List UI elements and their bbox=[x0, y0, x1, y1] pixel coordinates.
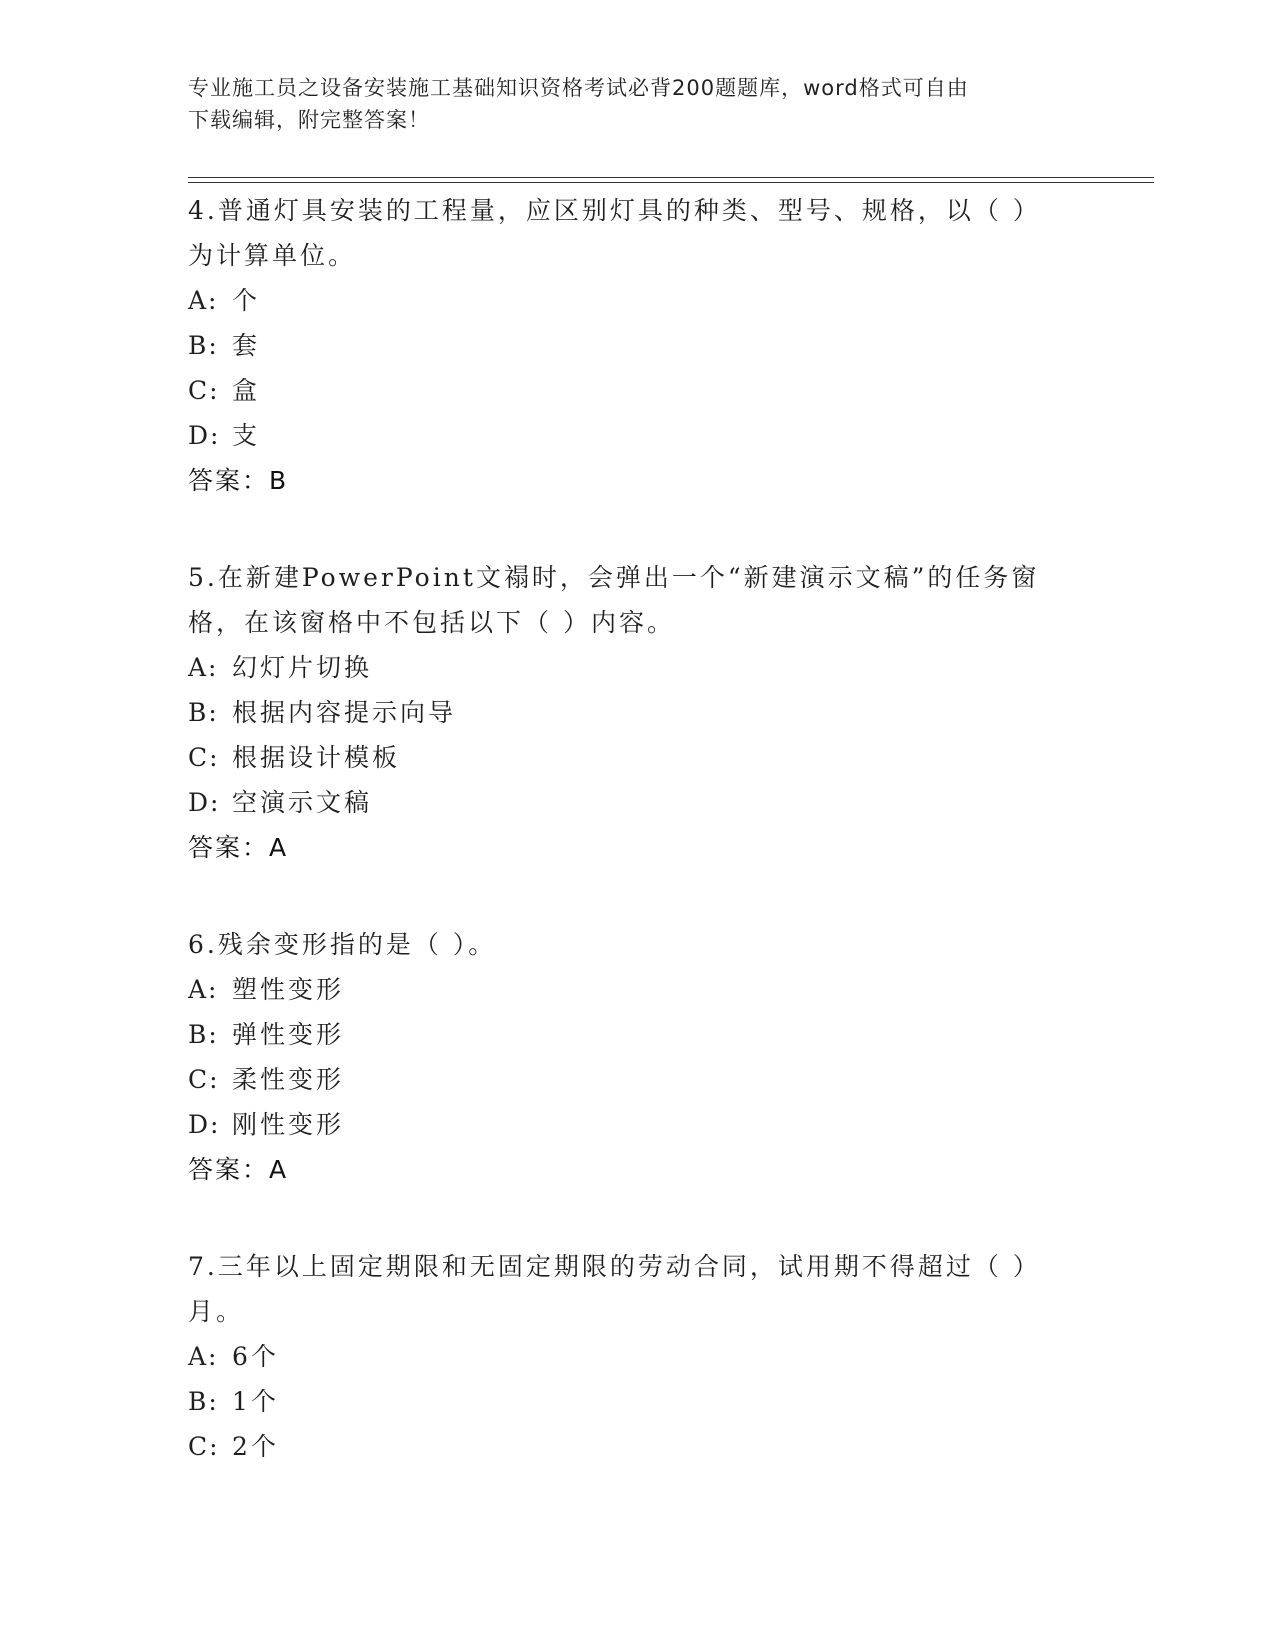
option-a bbox=[188, 1334, 1088, 1379]
option-letter: B: bbox=[188, 331, 219, 360]
question-spacer bbox=[188, 870, 1088, 922]
question-stem-line: 格，在该窗格中不包括以下（ ）内容。 bbox=[188, 608, 675, 637]
option-d bbox=[188, 413, 1088, 458]
option-text: 根据内容提示向导 bbox=[232, 698, 457, 727]
option-b bbox=[188, 1379, 1088, 1424]
question-stem bbox=[188, 188, 1088, 278]
option-letter: A: bbox=[188, 653, 219, 682]
question-4 bbox=[188, 188, 1088, 503]
answer-line: 答案：A bbox=[188, 1155, 289, 1184]
option-letter: B: bbox=[188, 1020, 219, 1049]
option-a bbox=[188, 967, 1088, 1012]
option-text: 2个 bbox=[232, 1432, 279, 1461]
answer-line: 答案：B bbox=[188, 466, 289, 495]
option-letter: C: bbox=[188, 376, 220, 405]
question-stem-line: 4.普通灯具安装的工程量，应区别灯具的种类、型号、规格，以（ ） bbox=[188, 196, 1041, 225]
question-7 bbox=[188, 1244, 1088, 1469]
option-letter: A: bbox=[188, 1342, 219, 1371]
question-stem bbox=[188, 922, 1088, 967]
option-b bbox=[188, 1012, 1088, 1057]
option-text: 幻灯片切换 bbox=[232, 653, 373, 682]
option-letter: C: bbox=[188, 1065, 220, 1094]
option-letter: C: bbox=[188, 1432, 220, 1461]
option-letter: B: bbox=[188, 1387, 219, 1416]
option-b bbox=[188, 690, 1088, 735]
option-text: 塑性变形 bbox=[232, 975, 345, 1004]
option-text: 柔性变形 bbox=[232, 1065, 345, 1094]
option-letter: D: bbox=[188, 421, 221, 450]
option-a bbox=[188, 645, 1088, 690]
header-line-2: 下载编辑，附完整答案！ bbox=[188, 108, 430, 132]
option-text: 弹性变形 bbox=[232, 1020, 345, 1049]
option-text: 支 bbox=[232, 421, 261, 450]
option-a bbox=[188, 278, 1088, 323]
option-text: 根据设计模板 bbox=[232, 743, 401, 772]
question-6 bbox=[188, 922, 1088, 1192]
document-header bbox=[188, 72, 1088, 136]
option-letter: A: bbox=[188, 975, 219, 1004]
option-letter: D: bbox=[188, 1110, 221, 1139]
question-stem bbox=[188, 555, 1088, 645]
option-letter: A: bbox=[188, 286, 219, 315]
header-divider-bottom bbox=[188, 182, 1154, 183]
question-list bbox=[188, 188, 1088, 1469]
option-letter: D: bbox=[188, 788, 221, 817]
question-spacer bbox=[188, 1192, 1088, 1244]
option-d bbox=[188, 780, 1088, 825]
option-text: 个 bbox=[232, 286, 261, 315]
question-stem-line: 6.残余变形指的是（ ）。 bbox=[188, 930, 497, 959]
option-c bbox=[188, 735, 1088, 780]
option-text: 空演示文稿 bbox=[232, 788, 373, 817]
question-spacer bbox=[188, 503, 1088, 555]
question-stem bbox=[188, 1244, 1088, 1334]
option-text: 6个 bbox=[232, 1342, 279, 1371]
option-c bbox=[188, 368, 1088, 413]
answer-line: 答案：A bbox=[188, 833, 289, 862]
question-stem-line: 为计算单位。 bbox=[188, 241, 357, 270]
option-c bbox=[188, 1057, 1088, 1102]
option-letter: B: bbox=[188, 698, 219, 727]
question-5 bbox=[188, 555, 1088, 870]
option-text: 刚性变形 bbox=[232, 1110, 345, 1139]
option-c bbox=[188, 1424, 1088, 1469]
option-text: 1个 bbox=[232, 1387, 279, 1416]
option-text: 盒 bbox=[232, 376, 261, 405]
header-line-1: 专业施工员之设备安装施工基础知识资格考试必背200题题库，word格式可自由 bbox=[188, 76, 969, 100]
option-text: 套 bbox=[232, 331, 261, 360]
option-d bbox=[188, 1102, 1088, 1147]
header-divider-top bbox=[188, 177, 1154, 178]
question-stem-line: 5.在新建PowerPoint文禢时，会弹出一个“新建演示文稿”的任务窗 bbox=[188, 563, 1040, 592]
option-letter: C: bbox=[188, 743, 220, 772]
question-stem-line: 月。 bbox=[188, 1297, 245, 1326]
question-stem-line: 7.三年以上固定期限和无固定期限的劳动合同，试用期不得超过（ ） bbox=[188, 1252, 1041, 1281]
option-b bbox=[188, 323, 1088, 368]
